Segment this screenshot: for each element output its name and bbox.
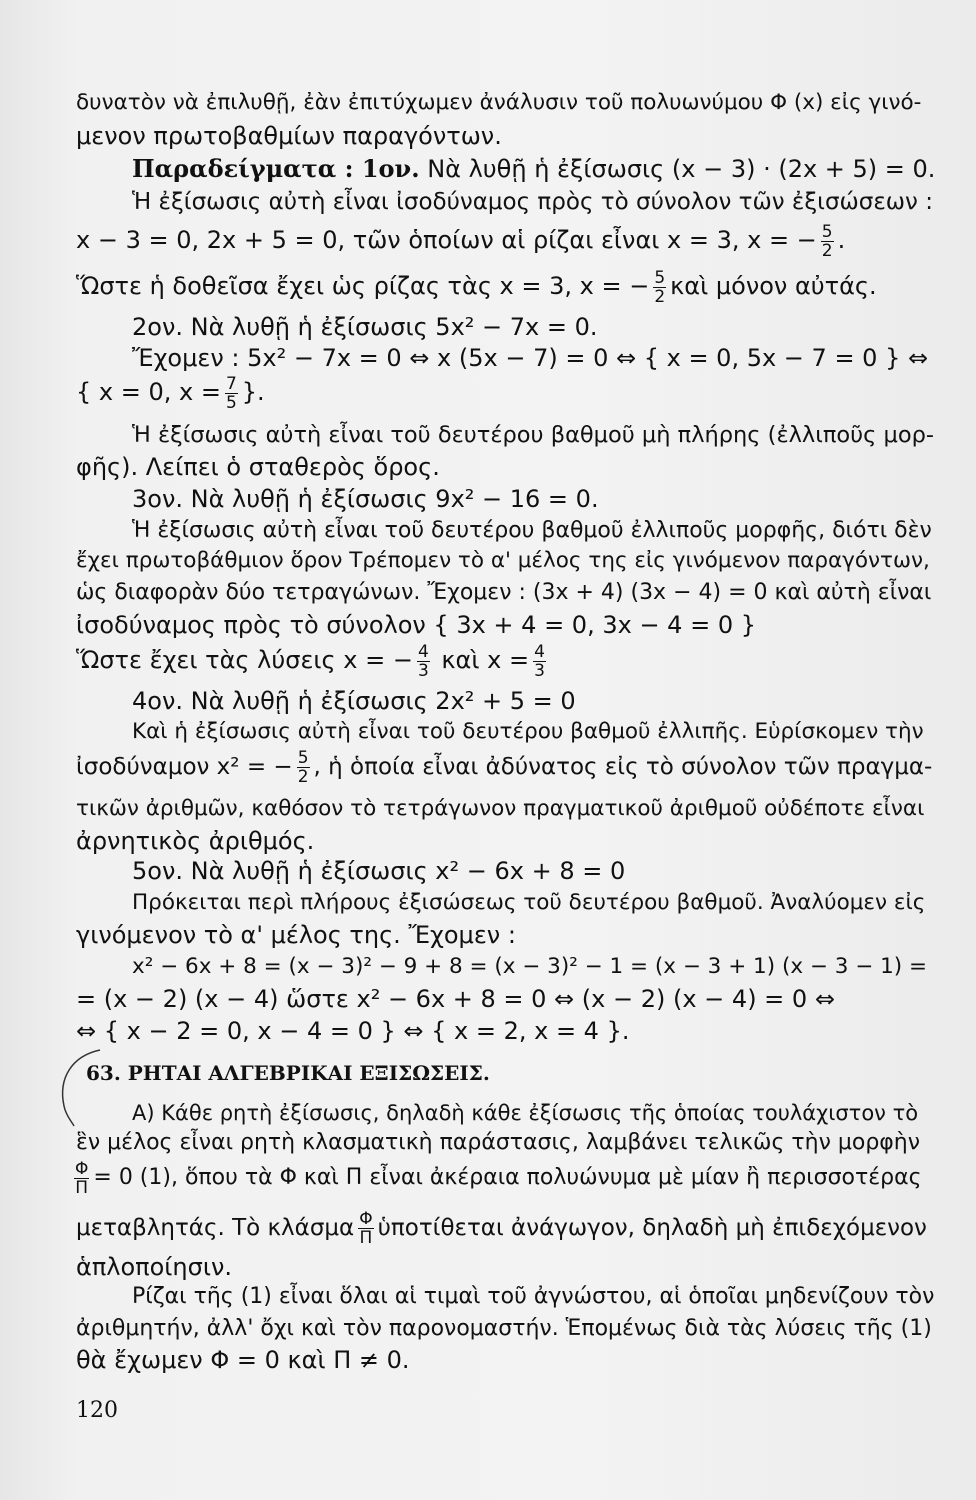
text-line: Ἡ ἐξίσωσις αὐτὴ εἶναι τοῦ δευτέρου βαθμοῦ ἐλλιποῦς μορφῆς, διότι δὲν <box>132 518 932 543</box>
fraction-numerator: Φ <box>359 1209 373 1229</box>
fraction <box>417 643 430 680</box>
text-line: Ἡ ἐξίσωσις αὐτὴ εἶναι τοῦ δευτέρου βαθμοῦ μὴ πλήρης (ἐλλιποῦς μορ- <box>132 422 935 448</box>
text-span: , ἡ ὁποία εἶναι ἀδύνατος εἰς τὸ σύνολον τῶν πραγμα- <box>313 754 933 780</box>
equation-line <box>76 1206 927 1250</box>
text-line: τικῶν ἀριθμῶν, καθόσον τὸ τετράγωνον πραγματικοῦ ἀριθμοῦ οὐδέποτε εἶναι <box>76 796 925 821</box>
text-line: θὰ ἔχωμεν Φ = 0 καὶ Π ≠ 0. <box>76 1346 410 1374</box>
text-line: γινόμενον τὸ α' μέλος της. Ἔχομεν : <box>76 921 516 949</box>
text-line: φῆς). Λείπει ὁ σταθερὸς ὅρος. <box>76 453 440 481</box>
fraction <box>653 269 666 306</box>
text-span: Ὥστε ἔχει τὰς λύσεις x = − <box>76 646 413 674</box>
equation-line <box>76 638 550 682</box>
equation-line <box>76 370 265 414</box>
fraction <box>74 1160 89 1197</box>
text-line: ἓν μέλος εἶναι ρητὴ κλασματικὴ παράστασις, λαμβάνει τελικῶς τὴν μορφὴν <box>76 1130 921 1155</box>
text-span: καὶ μόνον αὐτάς. <box>670 272 877 300</box>
fraction-denominator: 2 <box>821 240 833 261</box>
text-span: . <box>837 226 846 254</box>
fraction-denominator: 5 <box>225 392 237 413</box>
text-span: }. <box>241 378 265 406</box>
fraction <box>821 223 834 260</box>
examples-line <box>132 154 935 184</box>
text-line: Ἔχομεν : 5x² − 7x = 0 ⇔ x (5x − 7) = 0 ⇔ { x = 0, 5x − 7 = 0 } ⇔ <box>132 344 929 372</box>
text-line: Ρίζαι τῆς (1) εἶναι ὅλαι αἱ τιμαὶ τοῦ ἀγνώστου, αἱ ὁποῖαι μηδενίζουν τὸν <box>132 1284 935 1309</box>
equation-line <box>70 1156 922 1200</box>
text-line: 4ον. Νὰ λυθῇ ἡ ἐξίσωσις 2x² + 5 = 0 <box>132 687 576 715</box>
text-line: δυνατὸν νὰ ἐπιλυθῇ, ἐὰν ἐπιτύχωμεν ἀνάλυσιν τοῦ πολυωνύμου Φ (x) εἰς γινό- <box>76 90 922 115</box>
text-span: = 0 (1), ὅπου τὰ Φ καὶ Π εἶναι ἀκέραια πολυώνυμα μὲ μίαν ἢ περισσοτέρας <box>93 1165 922 1190</box>
fraction-numerator: 7 <box>225 373 237 394</box>
text-line: ἀριθμητήν, ἀλλ' ὄχι καὶ τὸν παρονομαστήν. Ἑπομένως διὰ τὰς λύσεις τῆς (1) <box>76 1316 932 1341</box>
fraction-denominator: Π <box>75 1177 89 1198</box>
text-line: ⇔ { x − 2 = 0, x − 4 = 0 } ⇔ { x = 2, x = 4 }. <box>76 1017 630 1045</box>
fraction-denominator: 2 <box>297 767 309 787</box>
text-line: μενον πρωτοβαθμίων παραγόντων. <box>76 122 502 150</box>
equation-line <box>76 745 932 789</box>
section-heading: 63. ΡΗΤΑΙ ΑΛΓΕΒΡΙΚΑΙ ΕΞΙΣΩΣΕΙΣ. <box>86 1061 490 1085</box>
equation-line <box>76 264 877 308</box>
text-line: Πρόκειται περὶ πλήρους ἐξισώσεως τοῦ δευτέρου βαθμοῦ. Ἀναλύομεν εἰς <box>132 890 926 915</box>
text-line: 3ον. Νὰ λυθῇ ἡ ἐξίσωσις 9x² − 16 = 0. <box>132 485 599 513</box>
fraction-numerator: 4 <box>534 641 545 662</box>
text-line: Καὶ ἡ ἐξίσωσις αὐτὴ εἶναι τοῦ δευτέρου βαθμοῦ ἐλλιπῆς. Εὑρίσκομεν τὴν <box>132 719 924 744</box>
text-line: x² − 6x + 8 = (x − 3)² − 9 + 8 = (x − 3)² − 1 = (x − 3 + 1) (x − 3 − 1) = <box>132 954 928 979</box>
text-line: Α) Κάθε ρητὴ ἐξίσωσις, δηλαδὴ κάθε ἐξίσωσις τῆς ὁποίας τουλάχιστον τὸ <box>132 1101 919 1125</box>
fraction-numerator: 5 <box>654 267 666 288</box>
fraction <box>297 749 310 786</box>
fraction-numerator: 4 <box>417 641 429 662</box>
text-line: 2ον. Νὰ λυθῇ ἡ ἐξίσωσις 5x² − 7x = 0. <box>132 313 598 341</box>
text-span: x − 3 = 0, 2x + 5 = 0, τῶν ὁποίων αἱ ρίζαι εἶναι x = 3, x = − <box>76 226 817 254</box>
examples-heading: Παραδείγματα : 1ον. <box>132 154 420 183</box>
equation-line <box>76 218 845 262</box>
text-line: Ἡ ἐξίσωσις αὐτὴ εἶναι ἰσοδύναμος πρὸς τὸ σύνολον τῶν ἐξισώσεων : <box>132 189 933 215</box>
fraction-numerator: Φ <box>75 1158 89 1179</box>
fraction-denominator: 3 <box>417 660 429 681</box>
text-line: 5ον. Νὰ λυθῇ ἡ ἐξίσωσις x² − 6x + 8 = 0 <box>132 857 626 885</box>
text-line: ἰσοδύναμος πρὸς τὸ σύνολον { 3x + 4 = 0, 3x − 4 = 0 } <box>76 611 756 639</box>
text-line: = (x − 2) (x − 4) ὥστε x² − 6x + 8 = 0 ⇔ (x − 2) (x − 4) = 0 ⇔ <box>76 985 835 1013</box>
fraction-denominator: Π <box>359 1228 373 1248</box>
text-span: Ὥστε ἡ δοθεῖσα ἔχει ὡς ρίζας τὰς x = 3, x = − <box>76 272 650 300</box>
text-span: ὑποτίθεται ἀνάγωγον, δηλαδὴ μὴ ἐπιδεχόμενον <box>377 1215 927 1241</box>
example-1-statement: Νὰ λυθῇ ἡ ἐξίσωσις (x − 3) · (2x + 5) = 0. <box>419 155 936 183</box>
fraction <box>225 375 238 412</box>
text-line: ἀρνητικὸς ἀριθμός. <box>76 827 315 855</box>
text-span: μεταβλητάς. Τὸ κλάσμα <box>76 1215 355 1241</box>
text-line: ἁπλοποίησιν. <box>76 1253 232 1281</box>
page-number: 120 <box>76 1398 118 1423</box>
text-span: καὶ x = <box>441 646 530 674</box>
fraction <box>533 643 546 680</box>
fraction-denominator: 2 <box>654 286 666 307</box>
fraction <box>358 1210 373 1247</box>
fraction-denominator: 3 <box>534 660 545 681</box>
text-span: { x = 0, x = <box>76 378 221 406</box>
text-line: ὡς διαφορὰν δύο τετραγώνων. Ἔχομεν : (3x + 4) (3x − 4) = 0 καὶ αὐτὴ εἶναι <box>76 580 932 605</box>
fraction-numerator: 5 <box>297 748 309 768</box>
text-line: ἔχει πρωτοβάθμιον ὅρον Τρέπομεν τὸ α' μέλος της εἰς γινόμενον παραγόντων, <box>76 548 930 573</box>
fraction-numerator: 5 <box>821 221 833 242</box>
text-span: ἰσοδύναμον x² = − <box>76 754 293 780</box>
